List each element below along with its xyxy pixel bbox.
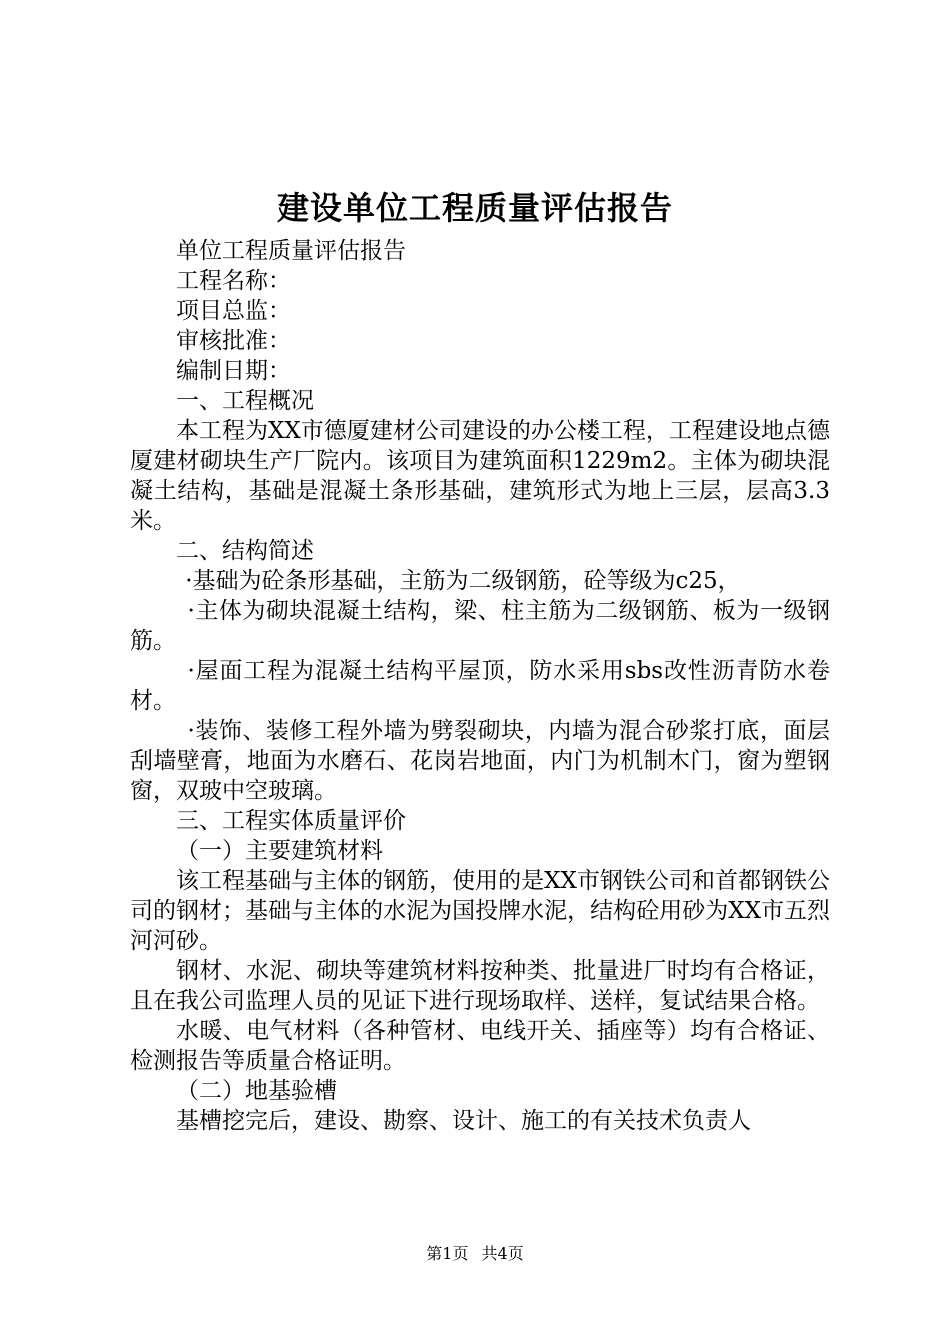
section-heading-quality: 三、工程实体质量评价 xyxy=(176,808,406,834)
page-number: 第1页 xyxy=(426,1244,469,1263)
field-report-name: 单位工程质量评估报告 xyxy=(176,238,406,264)
field-project-name: 工程名称： xyxy=(176,268,291,294)
paragraph-foundation: 基槽挖完后，建设、勘察、设计、施工的有关技术负责人 xyxy=(176,1108,751,1134)
page-total: 共4页 xyxy=(481,1244,524,1263)
list-item: ·主体为砌块混凝土结构，梁、柱主筋为二级钢筋、板为一级钢筋。 xyxy=(130,598,830,654)
field-approval: 审核批准： xyxy=(176,328,291,354)
document-title: 建设单位工程质量评估报告 xyxy=(276,189,673,227)
field-project-director: 项目总监： xyxy=(176,298,291,324)
list-item: ·屋面工程为混凝土结构平屋顶，防水采用sbs改性沥青防水卷材。 xyxy=(130,658,830,714)
subsection-heading-foundation: （二）地基验槽 xyxy=(176,1078,337,1104)
paragraph-overview: 本工程为XX市德厦建材公司建设的办公楼工程，工程建设地点德厦建材砌块生产厂院内。该项目为建筑面积1229m2。主体为砌块混凝土结构，基础是混凝土条形基础，建筑形式为地上三层，层高3.3米。 xyxy=(130,418,830,534)
subsection-heading-materials: （一）主要建筑材料 xyxy=(176,838,383,864)
paragraph-materials: 水暖、电气材料（各种管材、电线开关、插座等）均有合格证、检测报告等质量合格证明。 xyxy=(130,1018,830,1074)
field-date: 编制日期： xyxy=(176,358,291,384)
list-item: ·装饰、装修工程外墙为劈裂砌块，内墙为混合砂浆打底，面层刮墙壁膏，地面为水磨石、花岗岩地面，内门为机制木门，窗为塑钢窗，双玻中空玻璃。 xyxy=(130,718,830,804)
paragraph-materials: 该工程基础与主体的钢筋，使用的是XX市钢铁公司和首都钢铁公司的钢材；基础与主体的水泥为国投牌水泥，结构砼用砂为XX市五烈河河砂。 xyxy=(130,868,830,954)
section-heading-overview: 一、工程概况 xyxy=(176,388,314,414)
paragraph-materials: 钢材、水泥、砌块等建筑材料按种类、批量进厂时均有合格证，且在我公司监理人员的见证下进行现场取样、送样，复试结果合格。 xyxy=(130,958,830,1014)
list-item: ·基础为砼条形基础，主筋为二级钢筋，砼等级为c25， xyxy=(185,568,741,594)
document-body xyxy=(130,236,830,1136)
section-heading-structure: 二、结构简述 xyxy=(176,538,314,564)
page-footer xyxy=(0,1243,950,1265)
